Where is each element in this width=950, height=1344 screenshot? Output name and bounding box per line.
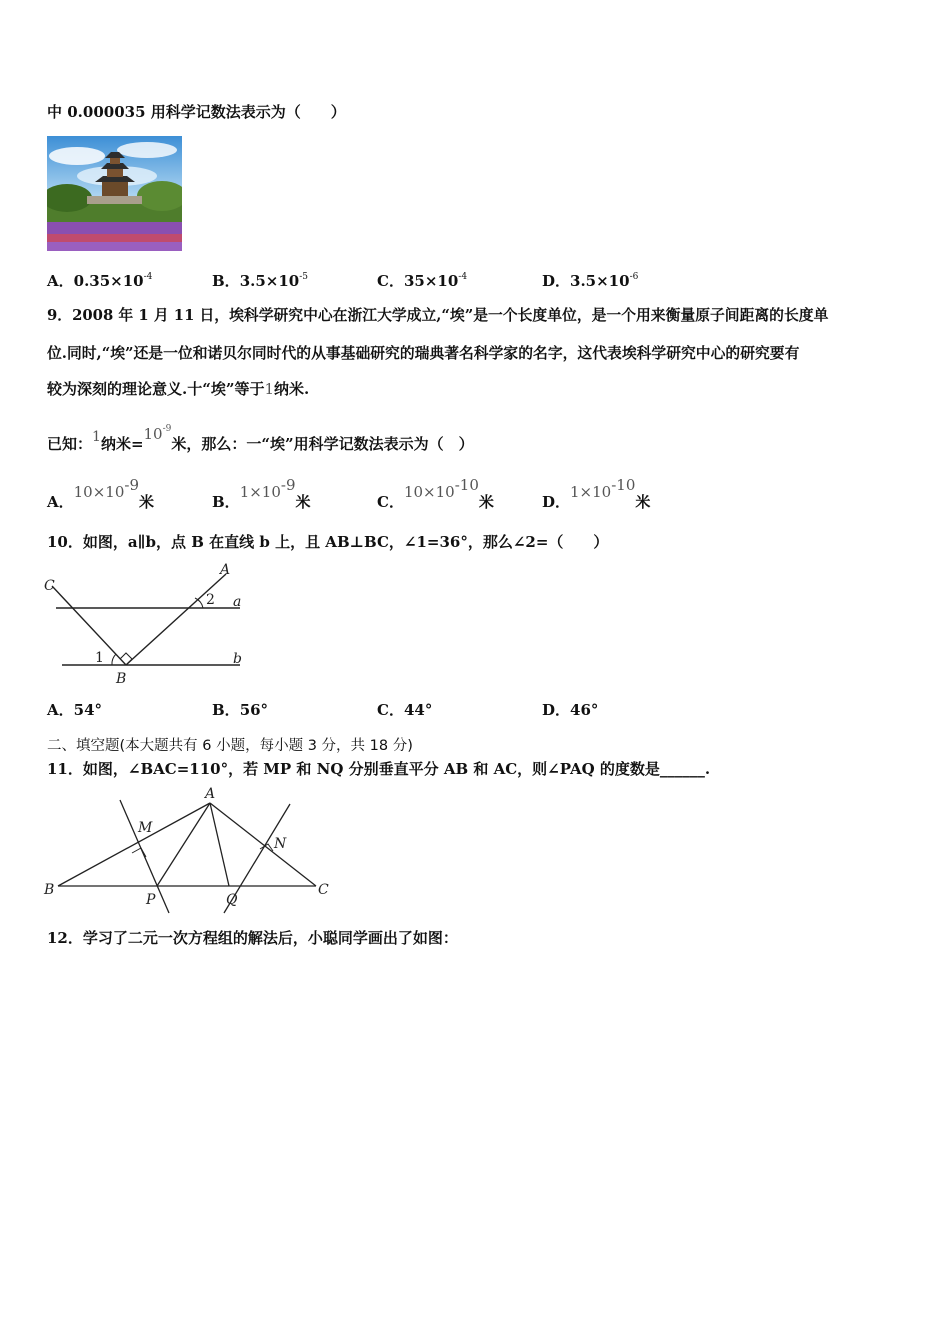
q9-option-d[interactable]: D．$1\times 10^{-10}$米 (542, 476, 651, 511)
segment-ba (126, 574, 226, 665)
q11-stem: 11．如图，∠BAC=110°，若 MP 和 NQ 分别垂直平分 AB 和 AC，则∠PAQ 的度数是______. (47, 760, 711, 778)
label-angle-2: 2 (206, 592, 215, 608)
label-c: C (318, 882, 329, 898)
label-b-point: B (116, 671, 127, 687)
label-line-a: a (233, 594, 242, 610)
angle-1-arc (112, 654, 116, 665)
q12-stem: 12．学习了二元一次方程组的解法后，小聪同学画出了如图： (47, 929, 458, 947)
q10-option-a[interactable]: A．54° (47, 701, 103, 719)
segment-ap (157, 803, 210, 886)
q9-line-3: 较为深刻的理论意义.十“埃”等于1纳米. (47, 380, 310, 398)
q10-figure (40, 560, 260, 690)
q10-option-c[interactable]: C．44° (377, 701, 433, 719)
q8-option-b[interactable]: B．$3.5\times 10^{-5}$ (212, 272, 309, 290)
q10-option-b[interactable]: B．56° (212, 701, 269, 719)
label-b: B (44, 882, 55, 898)
label-a: A (205, 786, 216, 802)
q8-stem: 中 0.000035 用科学记数法表示为（ ） (47, 103, 346, 121)
label-c: C (44, 578, 55, 594)
segment-bc (52, 586, 126, 665)
label-p: P (146, 892, 156, 908)
q11-figure (40, 786, 335, 916)
q8-option-c[interactable]: C．$35\times 10^{-4}$ (377, 272, 468, 290)
right-angle-mark (120, 653, 132, 665)
q9-line-2: 位.同时,“埃”还是一位和诺贝尔同时代的从事基础研究的瑞典著名科学家的名字，这代表埃科学研究中心的研究要有 (47, 345, 800, 362)
label-q: Q (226, 892, 238, 908)
label-m: M (138, 820, 153, 836)
q9-known: 已知：$^1$纳米$=10^{-9}$米，那么：一“埃”用科学记数法表示为（ ） (47, 424, 474, 453)
perp-bisector-mp (120, 800, 169, 913)
q10-option-d[interactable]: D．46° (542, 701, 599, 719)
q8-option-d[interactable]: D．$3.5\times 10^{-6}$ (542, 272, 639, 290)
pavilion-photo (47, 136, 182, 251)
q9-option-c[interactable]: C．$10\times 10^{-10}$米 (377, 476, 494, 511)
q9-line-1: 9．2008 年 1 月 11 日，埃科学研究中心在浙江大学成立,“埃”是一个长度单位，是一个用来衡量原子间距离的长度单 (47, 307, 829, 324)
q9-option-a[interactable]: A．$10\times 10^{-9}$米 (47, 476, 155, 511)
label-line-b: b (233, 651, 242, 667)
q8-option-a[interactable]: A．$0.35\times 10^{-4}$ (47, 272, 153, 290)
label-angle-1: 1 (95, 650, 104, 666)
label-n: N (274, 836, 287, 852)
label-a-point: A (220, 562, 231, 578)
q10-stem: 10．如图，a∥b，点 B 在直线 b 上，且 AB⊥BC，∠1=36°，那么∠2=（ ） (47, 533, 609, 551)
q9-option-b[interactable]: B．$1\times 10^{-9}$米 (212, 476, 311, 511)
segment-ab (58, 803, 210, 886)
section-2-heading: 二、填空题(本大题共有 6 小题，每小题 3 分，共 18 分) (47, 738, 413, 754)
